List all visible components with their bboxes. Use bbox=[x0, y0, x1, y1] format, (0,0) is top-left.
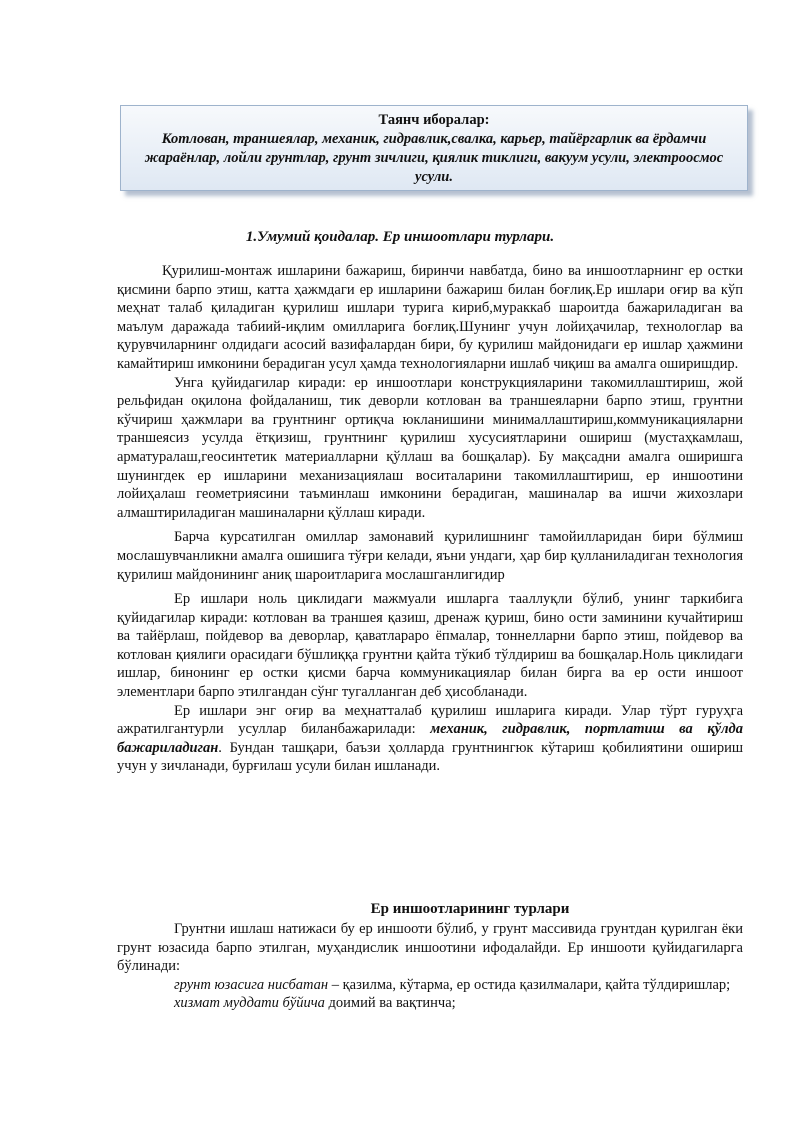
paragraph-5 bbox=[117, 702, 743, 776]
paragraph-8-text: доимий ва вақтинча; bbox=[324, 995, 456, 1012]
key-terms-box bbox=[120, 105, 748, 191]
paragraph-7-text: – қазилма, кўтарма, ер остида қазилмалари, қайта тўлдиришлар; bbox=[328, 976, 731, 993]
paragraph-1: Қурилиш-монтаж ишларини бажариш, биринчи навбатда, бино ва иншоотларнинг ер остки қисмини барпо этиш, катта ҳажмдаги ер ишларини бажариш билан боғлиқ.Ер ишлари оғир ва кўп меҳнат талаб қиладиган қурилиш ишлари турига кириб,мураккаб шароитда бажариладиган ва маълум даражада табиий-иқлим омилларига боғлиқ.Шунинг учун лойиҳачилар, технологлар ва қурувчиларнинг олдидаги асосий вазифалардан бири, бу қурилиш майдонидаги ер ишлар ҳажмини камайтириш имконини берадиган усул ҳамда технологияларни ишлаб чиқиш ва амалга оширишдир. bbox=[117, 263, 743, 372]
paragraph-7 bbox=[117, 976, 743, 995]
paragraph-3: Барча курсатилган омиллар замонавий қурилишнинг тамойилларидан бири бўлмиш мослашувчанликни амалга ошишига тўғри келади, яъни ундаги, ҳар бир қулланиладиган технология қурилиш майдонининг аниқ шароитларига мослашганлигидир bbox=[117, 529, 743, 583]
section-title: 1.Умумий қоидалар. Ер иншоотлари турлари. bbox=[245, 229, 555, 245]
paragraph-2: Унга қуйидагилар киради: ер иншоотлари конструкцияларини такомиллаштириш, жой рельфидан оқилона фойдаланиш, тик деворли котлован ва траншеяларни барпо этиш, грунтни кўчириш ҳажмлари ва грунтнинг ортиқча юкланишини минималлаштириш,коммуникацияларни траншеясиз усулда ётқизиш, грунтнинг қурилиш хусусиятларини ошириш (мустаҳкамлаш, арматуралаш,геосинтетик материалларни қўллаш ва бошқалар). Бу мақсадни амалга оширишга шунингдек ер ишларини механизациялаш воситаларини такомиллаштириш, ер иншоотини лойиҳалаш геометриясини таъминлаш имконини берадиган, машиналар ва ишчи жихозлари алмаштириладиган машиналарни қўллаш киради. bbox=[117, 374, 743, 521]
paragraph-5-text: Ер ишлари энг оғир ва меҳнатталаб қурилиш ишларига киради. Улар тўрт гуруҳга ажратилгантурли усуллар биланбажарилади: bbox=[117, 702, 743, 738]
key-terms-list: Котлован, траншеялар, механик, гидравлик,свалка, карьер, тайёргарлик ва ёрдамчи жараёнлар, лойли грунтлар, грунт зичлиги, қиялик тиклиги, вакуум усули, электроосмос усули. bbox=[144, 131, 724, 185]
key-terms-title: Таянч иборалар: bbox=[378, 112, 490, 128]
paragraph-8-term: хизмат муддати бўйича bbox=[174, 995, 325, 1012]
paragraph-7-term: грунт юзасига нисбатан bbox=[174, 976, 329, 993]
main-text-block bbox=[117, 262, 743, 776]
paragraph-5-tail: . Бундан ташқари, баъзи ҳолларда грунтнингюк кўтариш қобилиятини ошириш учун у зичланади, бурғилаш усули билан ишланади. bbox=[117, 739, 743, 775]
paragraph-5-methods: механик, гидравлик, портлатиш ва қўлда бажариладиган bbox=[117, 721, 743, 756]
paragraph-6: Грунтни ишлаш натижаси бу ер иншооти бўлиб, у грунт массивида грунтдан қурилган ёки грунт юзасида барпо этилган, муҳандислик иншоотини ифодалайди. Ер иншооти қуйидагиларга бўлинади: bbox=[117, 921, 743, 975]
paragraph-4: Ер ишлари ноль циклидаги мажмуали ишларга тааллуқли бўлиб, унинг таркибига қуйидагилар киради: котлован ва траншея қазиш, дренаж қуриш, бино ости заминини кучайтириш ва тайёрлаш, пойдевор ва деворлар, қаватлараро ёпмалар, тоннелларни барпо этиш, пойдевор ва котлован қиялиги орасидаги бўшлиққа грунтни қайта тўкиб тўлдириш ва бошқалар.Ноль циклидаги ишлар, бинонинг ер остки қисми барча коммуникациялар билан бирга ва ер ости иншоот элементлари барпо этилгандан сўнг тугалланган деб ҳисобланади. bbox=[117, 591, 743, 701]
subsection-text-block bbox=[117, 920, 743, 1013]
subsection-title: Ер иншоотларининг турлари bbox=[370, 901, 570, 917]
paragraph-8 bbox=[117, 994, 743, 1013]
